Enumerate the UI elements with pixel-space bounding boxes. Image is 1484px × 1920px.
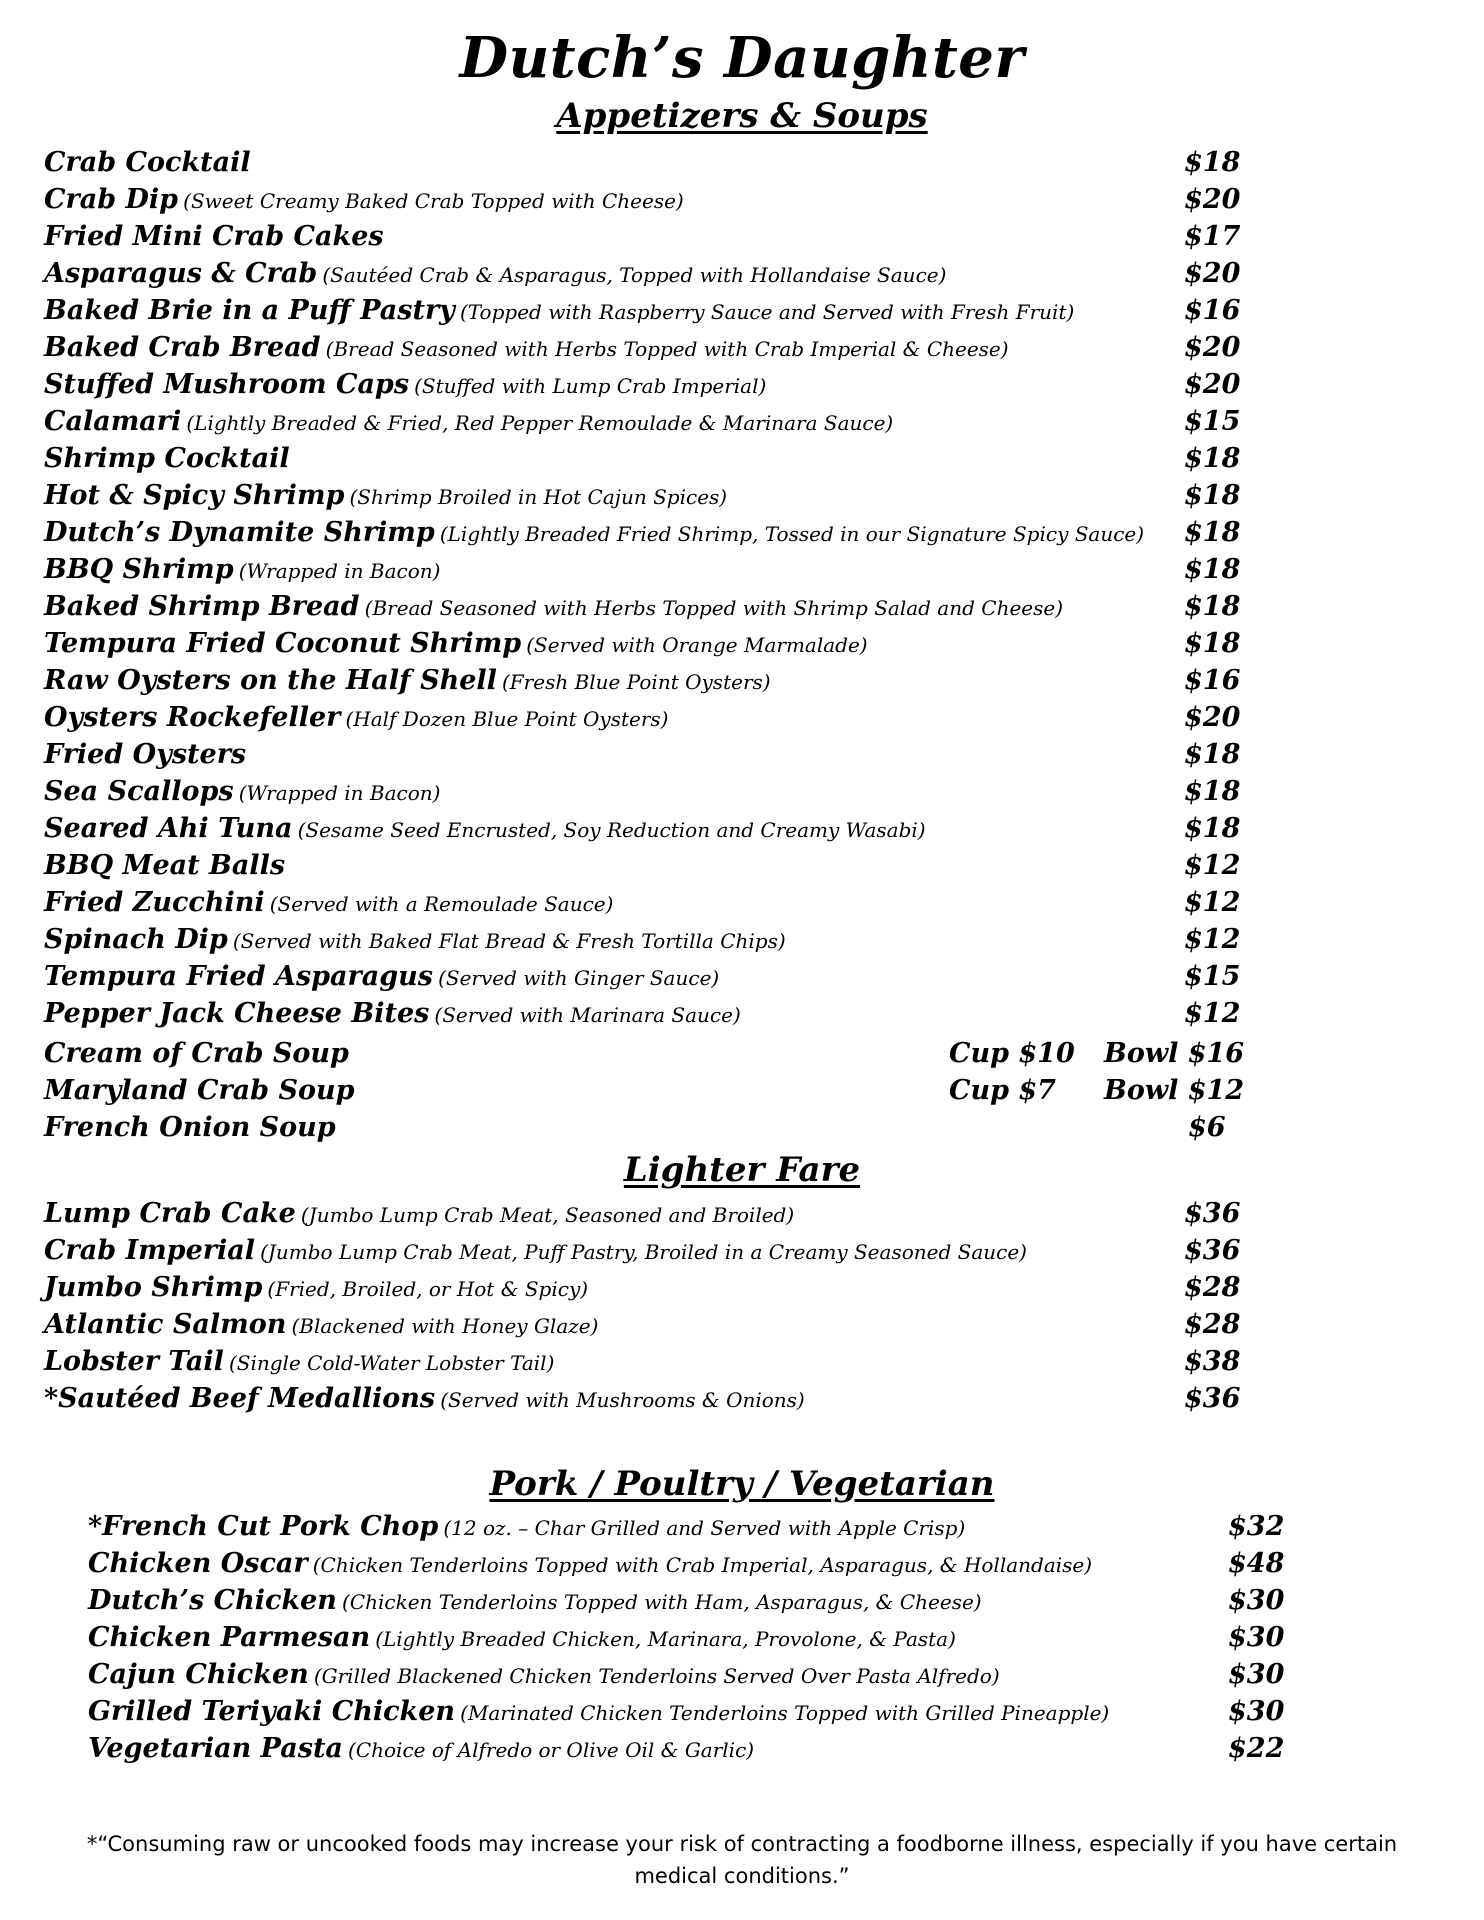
menu-item-description: (Served with Baked Flat Bread & Fresh Tortilla Chips) <box>232 929 786 953</box>
menu-item-name: Jumbo Shrimp <box>44 1272 263 1303</box>
section-heading-appetizers: Appetizers & Soups <box>556 96 928 136</box>
lighter-fare-list <box>44 1195 1264 1417</box>
menu-item <box>88 1693 1308 1730</box>
menu-item-price: $18 <box>1184 554 1241 585</box>
menu-item-description: (Served with Ginger Sauce) <box>438 966 720 990</box>
menu-item-name: Seared Ahi Tuna <box>44 813 293 844</box>
menu-item-name: Raw Oysters on the Half Shell <box>44 665 497 696</box>
menu-item-description: (Bread Seasoned with Herbs Topped with Shrimp Salad and Cheese) <box>364 596 1064 620</box>
menu-item-name: Crab Dip <box>44 184 179 215</box>
menu-item-price: $28 <box>1184 1309 1241 1340</box>
menu-item-description: (Chicken Tenderloins Topped with Ham, Asparagus, & Cheese) <box>342 1590 982 1614</box>
menu-item-price: $18 <box>1184 480 1241 511</box>
menu-item <box>88 1619 1308 1656</box>
menu-item-price: $15 <box>1184 961 1241 992</box>
menu-item-description: (Single Cold-Water Lobster Tail) <box>228 1351 555 1375</box>
menu-item <box>44 1343 1264 1380</box>
menu-item-price: $18 <box>1184 443 1241 474</box>
food-safety-notice: *“Consuming raw or uncooked foods may increase your risk of contracting a foodborne illness, especially if you have certain medical conditions.” <box>86 1832 1398 1888</box>
section-heading-lighter-fare: Lighter Fare <box>623 1150 861 1190</box>
menu-item-price: $38 <box>1184 1346 1241 1377</box>
menu-item-description: (Grilled Blackened Chicken Tenderloins Served Over Pasta Alfredo) <box>313 1664 1000 1688</box>
menu-item-description: (Served with a Remoulade Sauce) <box>269 892 614 916</box>
menu-item <box>44 736 1264 773</box>
menu-item <box>44 514 1264 551</box>
menu-item-price: $18 <box>1184 628 1241 659</box>
menu-item-name: BBQ Meat Balls <box>44 850 286 881</box>
soups-list <box>44 1035 1264 1146</box>
menu-item <box>44 551 1264 588</box>
menu-item <box>88 1656 1308 1693</box>
menu-item-price: $17 <box>1184 221 1241 252</box>
menu-item-price: $15 <box>1184 406 1241 437</box>
menu-item-price: $36 <box>1184 1235 1241 1266</box>
menu-item <box>44 1380 1264 1417</box>
menu-item-description: (Lightly Breaded & Fried, Red Pepper Remoulade & Marinara Sauce) <box>186 411 894 435</box>
menu-item <box>44 181 1264 218</box>
menu-item-name: Dutch’s Dynamite Shrimp <box>44 517 435 548</box>
menu-item-price: $30 <box>1228 1659 1285 1690</box>
soup-item <box>44 1109 1264 1146</box>
menu-item-description: (Served with Mushrooms & Onions) <box>440 1388 805 1412</box>
menu-item-price: $32 <box>1228 1511 1285 1542</box>
menu-item-name: Tempura Fried Coconut Shrimp <box>44 628 522 659</box>
menu-item-name: Asparagus & Crab <box>44 258 318 289</box>
restaurant-title: Dutch’s Daughter <box>459 25 1025 91</box>
menu-item <box>44 810 1264 847</box>
soup-item <box>44 1072 1264 1109</box>
menu-item-name: Calamari <box>44 406 182 437</box>
menu-item <box>44 292 1264 329</box>
menu-item-description: (Blackened with Honey Glaze) <box>291 1314 599 1338</box>
soup-item-name: Cream of Crab Soup <box>44 1038 349 1069</box>
menu-item-description: (Lightly Breaded Fried Shrimp, Tossed in our Signature Spicy Sauce) <box>439 522 1145 546</box>
menu-item-price: $48 <box>1228 1548 1285 1579</box>
menu-item <box>44 440 1264 477</box>
soup-cup-price: Cup $7 <box>949 1075 1056 1106</box>
menu-item-description: (Bread Seasoned with Herbs Topped with Crab Imperial & Cheese) <box>325 337 1009 361</box>
menu-item-description: (Marinated Chicken Tenderloins Topped with Grilled Pineapple) <box>460 1701 1110 1725</box>
menu-item-description: (Sautéed Crab & Asparagus, Topped with Hollandaise Sauce) <box>322 263 947 287</box>
menu-item <box>44 366 1264 403</box>
menu-item-name: Dutch’s Chicken <box>88 1585 337 1616</box>
menu-item-description: (Sesame Seed Encrusted, Soy Reduction and Creamy Wasabi) <box>297 818 926 842</box>
menu-item-name: Cajun Chicken <box>88 1659 309 1690</box>
menu-item-price: $30 <box>1228 1696 1285 1727</box>
menu-item-description: (Shrimp Broiled in Hot Cajun Spices) <box>349 485 728 509</box>
menu-item-name: Baked Crab Bread <box>44 332 321 363</box>
menu-item-name: Tempura Fried Asparagus <box>44 961 433 992</box>
menu-item <box>44 921 1264 958</box>
menu-item-name: Lump Crab Cake <box>44 1198 296 1229</box>
menu-item <box>44 1269 1264 1306</box>
menu-item <box>44 403 1264 440</box>
menu-item-name: Fried Mini Crab Cakes <box>44 221 384 252</box>
menu-item-name: Pepper Jack Cheese Bites <box>44 998 430 1029</box>
menu-item-price: $36 <box>1184 1383 1241 1414</box>
menu-item-description: (Chicken Tenderloins Topped with Crab Imperial, Asparagus, & Hollandaise) <box>312 1553 1093 1577</box>
menu-item-description: (Lightly Breaded Chicken, Marinara, Provolone, & Pasta) <box>375 1627 956 1651</box>
menu-item <box>44 958 1264 995</box>
soup-cup-price: Cup $10 <box>949 1038 1075 1069</box>
menu-item-name: Fried Zucchini <box>44 887 265 918</box>
soup-bowl-price: Bowl $16 <box>1104 1038 1245 1069</box>
menu-item <box>44 884 1264 921</box>
menu-item <box>44 995 1264 1032</box>
menu-item-name: Vegetarian Pasta <box>88 1733 343 1764</box>
menu-item-description: (Fresh Blue Point Oysters) <box>502 670 771 694</box>
menu-item-price: $12 <box>1184 924 1241 955</box>
menu-item-price: $20 <box>1184 369 1241 400</box>
menu-item <box>44 588 1264 625</box>
menu-item-name: Chicken Parmesan <box>88 1622 371 1653</box>
menu-item-price: $20 <box>1184 702 1241 733</box>
menu-item-description: (Sweet Creamy Baked Crab Topped with Cheese) <box>183 189 684 213</box>
menu-item-description: (Wrapped in Bacon) <box>238 781 441 805</box>
menu-item-name: Sea Scallops <box>44 776 234 807</box>
menu-item-name: Atlantic Salmon <box>44 1309 287 1340</box>
menu-item <box>44 625 1264 662</box>
menu-item-description: (Served with Orange Marmalade) <box>526 633 868 657</box>
menu-item-name: Chicken Oscar <box>88 1548 308 1579</box>
menu-item-description: (Jumbo Lump Crab Meat, Puff Pastry, Broiled in a Creamy Seasoned Sauce) <box>260 1240 1027 1264</box>
menu-item-name: Spinach Dip <box>44 924 228 955</box>
menu-item-description: (Jumbo Lump Crab Meat, Seasoned and Broiled) <box>300 1203 795 1227</box>
menu-item-price: $36 <box>1184 1198 1241 1229</box>
menu-item-description: (Half Dozen Blue Point Oysters) <box>345 707 669 731</box>
menu-item <box>44 255 1264 292</box>
menu-item <box>44 1232 1264 1269</box>
pork-poultry-list <box>88 1508 1308 1767</box>
menu-item-name: Stuffed Mushroom Caps <box>44 369 410 400</box>
menu-item-description: (Served with Marinara Sauce) <box>434 1003 741 1027</box>
menu-item-name: Fried Oysters <box>44 739 247 770</box>
section-heading-pork-poultry: Pork / Poultry / Vegetarian <box>489 1464 995 1504</box>
menu-item-description: (Wrapped in Bacon) <box>238 559 441 583</box>
appetizers-list <box>44 144 1264 1032</box>
menu-item-price: $20 <box>1184 184 1241 215</box>
menu-item-name: Grilled Teriyaki Chicken <box>88 1696 456 1727</box>
menu-item-price: $18 <box>1184 517 1241 548</box>
menu-item <box>44 662 1264 699</box>
menu-item <box>44 847 1264 884</box>
menu-item-name: *French Cut Pork Chop <box>88 1511 439 1542</box>
menu-item-name: Oysters Rockefeller <box>44 702 341 733</box>
menu-item <box>88 1508 1308 1545</box>
menu-item-price: $20 <box>1184 258 1241 289</box>
menu-item-description: (Stuffed with Lump Crab Imperial) <box>414 374 767 398</box>
menu-item-name: Crab Cocktail <box>44 147 251 178</box>
menu-item <box>88 1582 1308 1619</box>
menu-item <box>88 1730 1308 1767</box>
soup-item <box>44 1035 1264 1072</box>
menu-item-price: $18 <box>1184 147 1241 178</box>
menu-item-name: Shrimp Cocktail <box>44 443 290 474</box>
menu-item-name: Baked Brie in a Puff Pastry <box>44 295 455 326</box>
menu-item-price: $12 <box>1184 887 1241 918</box>
menu-item <box>88 1545 1308 1582</box>
menu-item <box>44 699 1264 736</box>
menu-item-description: (Choice of Alfredo or Olive Oil & Garlic) <box>348 1738 755 1762</box>
menu-item-price: $18 <box>1184 776 1241 807</box>
menu-item-price: $16 <box>1184 665 1241 696</box>
soup-bowl-price: $6 <box>1188 1112 1226 1143</box>
menu-item-price: $16 <box>1184 295 1241 326</box>
menu-item-name: BBQ Shrimp <box>44 554 234 585</box>
menu-item <box>44 144 1264 181</box>
menu-item-price: $20 <box>1184 332 1241 363</box>
menu-item-price: $18 <box>1184 813 1241 844</box>
soup-item-name: Maryland Crab Soup <box>44 1075 355 1106</box>
menu-item-price: $30 <box>1228 1622 1285 1653</box>
soup-bowl-price: Bowl $12 <box>1104 1075 1245 1106</box>
menu-item-name: Hot & Spicy Shrimp <box>44 480 345 511</box>
menu-item <box>44 1306 1264 1343</box>
menu-item <box>44 218 1264 255</box>
menu-item-price: $22 <box>1228 1733 1285 1764</box>
menu-item-price: $28 <box>1184 1272 1241 1303</box>
menu-item <box>44 1195 1264 1232</box>
menu-item-price: $12 <box>1184 850 1241 881</box>
menu-item-price: $12 <box>1184 998 1241 1029</box>
menu-item-name: Lobster Tail <box>44 1346 224 1377</box>
menu-item-name: Crab Imperial <box>44 1235 255 1266</box>
menu-item-description: (Fried, Broiled, or Hot & Spicy) <box>267 1277 589 1301</box>
menu-item-price: $18 <box>1184 591 1241 622</box>
menu-item-name: *Sautéed Beef Medallions <box>44 1383 436 1414</box>
soup-item-name: French Onion Soup <box>44 1112 336 1143</box>
menu-item-price: $30 <box>1228 1585 1285 1616</box>
menu-item <box>44 329 1264 366</box>
menu-item-description: (Topped with Raspberry Sauce and Served with Fresh Fruit) <box>459 300 1075 324</box>
menu-item <box>44 773 1264 810</box>
menu-item-price: $18 <box>1184 739 1241 770</box>
menu-item-description: (12 oz. – Char Grilled and Served with Apple Crisp) <box>443 1516 966 1540</box>
menu-item-name: Baked Shrimp Bread <box>44 591 360 622</box>
menu-item <box>44 477 1264 514</box>
